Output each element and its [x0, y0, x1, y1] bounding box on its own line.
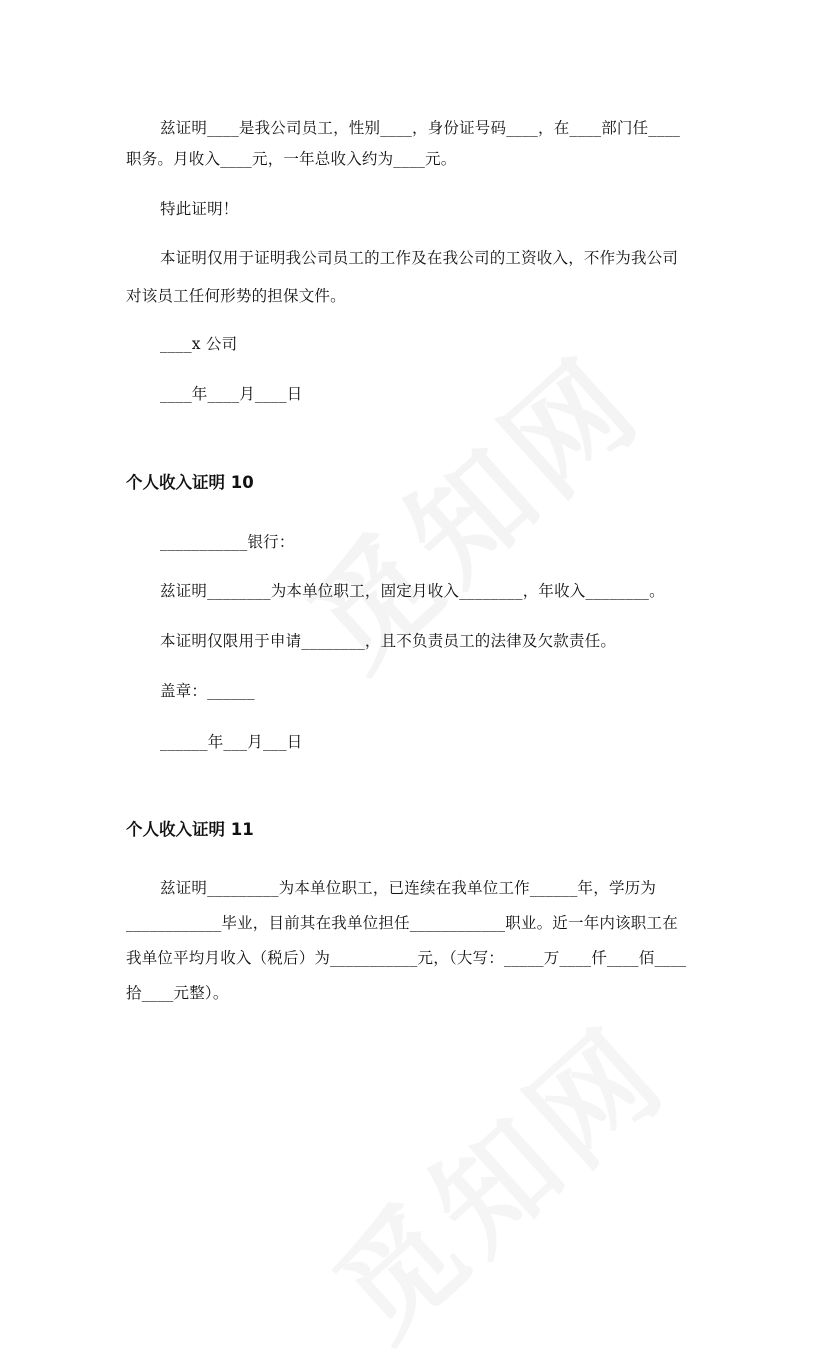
s11-paragraph-line2: ____________毕业，目前其在我单位担任____________职业。近一年内该职工在 [126, 914, 678, 932]
s9-paragraph3-line2: 对该员工任何形势的担保文件。 [126, 287, 346, 305]
s10-paragraph2: 本证明仅限用于申请________，且不负责员工的法律及欠款责任。 [160, 632, 617, 650]
s9-paragraph1-line2: 职务。月收入____元，一年总收入约为____元。 [126, 150, 457, 168]
section10-title: 个人收入证明 10 [126, 473, 254, 492]
s9-date-line: ____年____月____日 [160, 385, 303, 403]
s9-company-line: ____x 公司 [160, 335, 238, 353]
s10-seal-line: 盖章：______ [160, 682, 255, 700]
s11-paragraph-line4: 拾____元整）。 [126, 984, 229, 1002]
section11-title: 个人收入证明 11 [126, 820, 254, 839]
s10-bank-line: ___________银行： [160, 533, 295, 551]
s9-closing-statement: 特此证明！ [160, 200, 239, 218]
watermark-bottom [293, 982, 698, 1370]
s11-paragraph-line3: 我单位平均月收入（税后）为___________元，（大写：_____万____仟____佰____ [126, 949, 687, 967]
s9-paragraph1-line1: 兹证明____是我公司员工，性别____，身份证号码____，在____部门任____ [160, 119, 681, 137]
s10-paragraph1: 兹证明________为本单位职工，固定月收入________，年收入________。 [160, 582, 665, 600]
s10-date-line: ______年___月___日 [160, 733, 303, 751]
s9-paragraph3-line1: 本证明仅用于证明我公司员工的工作及在我公司的工资收入，不作为我公司 [160, 249, 679, 267]
s11-paragraph-line1: 兹证明_________为本单位职工，已连续在我单位工作______年，学历为 [160, 879, 657, 897]
